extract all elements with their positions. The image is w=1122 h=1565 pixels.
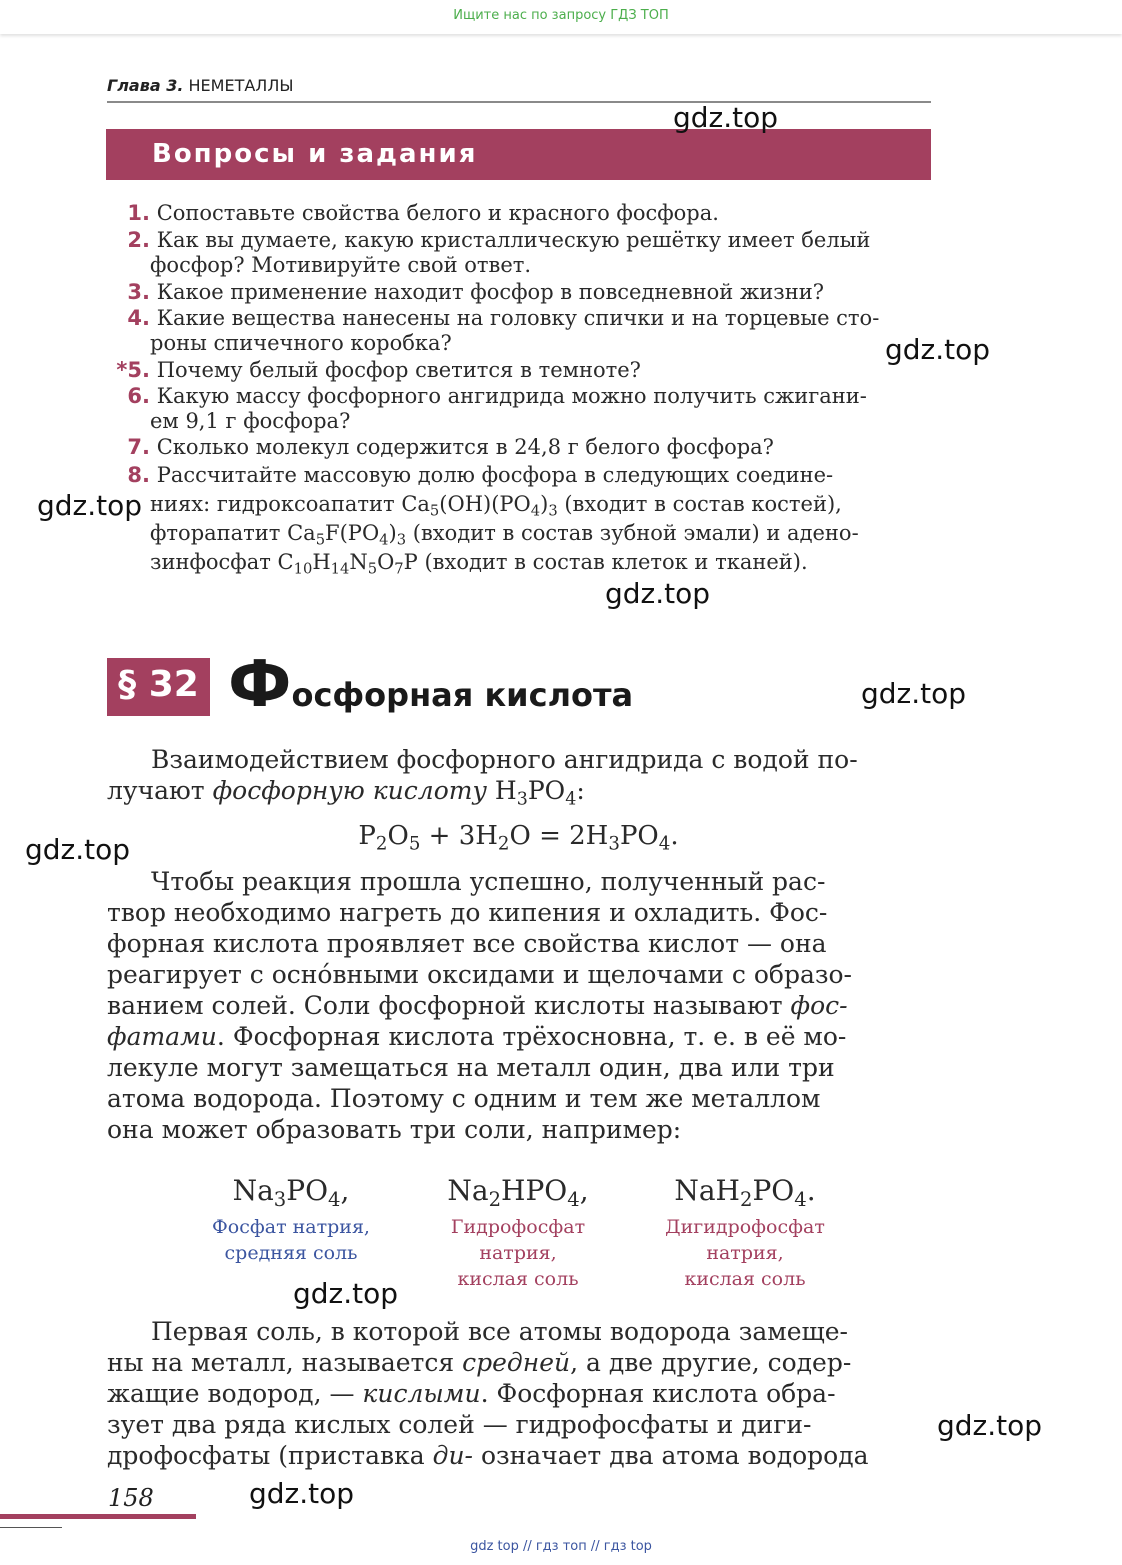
salt-formula-3: $NaH_2PO_4$.	[674, 1174, 816, 1211]
section-title-initial: Ф	[228, 648, 292, 722]
question-number: *5.	[116, 358, 150, 382]
salt-formula-1: $Na_3PO_4$,	[232, 1174, 350, 1211]
question-text: Почему белый фосфор светится в темноте?	[156, 358, 641, 382]
question-text: фосфор? Мотивируйте свой ответ.	[150, 253, 532, 277]
para2-line: форная кислота проявляет все свойства кислот — она	[107, 929, 827, 958]
question-text: Рассчитайте массовую долю фосфора в следующих соедине-	[156, 463, 834, 487]
question-6-cont	[108, 409, 931, 434]
question-number: 2.	[127, 228, 150, 252]
question-8-line2	[108, 492, 931, 520]
watermark: gdz.top	[605, 577, 711, 610]
salt-name-3: Дигидрофосфат натрия, кислая соль	[665, 1216, 825, 1290]
watermark: gdz.top	[885, 333, 991, 366]
para2-line: лекуле могут замещаться на металл один, два или три	[107, 1053, 835, 1082]
question-8-line3	[108, 521, 931, 549]
question-1	[108, 201, 931, 226]
question-text: Какие вещества нанесены на головку спички и на торцевые сто-	[156, 306, 880, 330]
footer-links: gdz top // гдз топ // гдз top	[470, 1539, 652, 1554]
page-number: 158	[108, 1484, 154, 1512]
salt-formula-2: $Na_2HPO_4$,	[447, 1174, 589, 1211]
para2-line: ванием солей. Соли фосфорной кислоты называют фос-	[107, 991, 848, 1020]
question-4-cont	[108, 331, 931, 356]
reaction-equation: $P_2O_5 + 3H_2O = 2H_3PO_4$.	[358, 821, 679, 855]
para3-line: дрофосфаты (приставка ди- означает два атома водорода	[107, 1441, 869, 1470]
question-5	[108, 358, 931, 383]
question-text: фторапатит $Ca_5F(PO_4)_3$ (входит в состав зубной эмали) и адено-	[150, 521, 859, 549]
question-text: Сопоставьте свойства белого и красного фосфора.	[156, 201, 719, 225]
section-number: § 32	[118, 664, 199, 705]
para3-line: зует два ряда кислых солей — гидрофосфаты и диги-	[107, 1410, 812, 1439]
question-8-line4	[108, 550, 931, 578]
salt-name-2: Гидрофосфат натрия, кислая соль	[450, 1216, 586, 1290]
question-text: ниях: гидроксоапатит $Ca_5(OH)(PO_4)_3$ (входит в состав костей),	[150, 492, 842, 520]
question-number: 1.	[127, 201, 150, 225]
watermark: gdz.top	[293, 1277, 399, 1310]
top-bar-text: Ищите нас по запросу ГДЗ ТОП	[453, 8, 669, 23]
watermark: gdz.top	[673, 101, 779, 134]
questions-title: Вопросы и задания	[152, 139, 478, 169]
watermark: gdz.top	[861, 677, 967, 710]
para3-line: ны на металл, называется средней, а две другие, содер-	[107, 1348, 852, 1377]
watermark: gdz.top	[37, 489, 143, 522]
salt-name-1: Фосфат натрия, средняя соль	[212, 1216, 370, 1264]
question-6	[108, 384, 931, 409]
question-number: 7.	[127, 435, 150, 459]
question-text: ем 9,1 г фосфора?	[150, 409, 351, 433]
page-bar-line	[0, 1527, 62, 1528]
para3-line: Первая соль, в которой все атомы водорода замеще-	[151, 1317, 849, 1346]
question-number: 3.	[127, 280, 150, 304]
question-number: 4.	[127, 306, 150, 330]
chapter-header	[107, 76, 293, 95]
para2-line: реагирует с осно́вными оксидами и щелочами с образо-	[107, 960, 853, 989]
para2-line: атома водорода. Поэтому с одним и тем же металлом	[107, 1084, 821, 1113]
para2-line: фатами. Фосфорная кислота трёхосновна, т. е. в её мо-	[107, 1022, 847, 1051]
question-8	[108, 463, 931, 488]
question-text: Какое применение находит фосфор в повседневной жизни?	[156, 280, 824, 304]
para3-line: жащие водород, — кислыми. Фосфорная кислота обра-	[107, 1379, 836, 1408]
watermark: gdz.top	[25, 833, 131, 866]
question-3	[108, 280, 931, 305]
question-2-cont	[108, 253, 931, 278]
question-7	[108, 435, 931, 460]
para2-line: Чтобы реакция прошла успешно, полученный рас-	[151, 867, 826, 896]
question-number: 6.	[127, 384, 150, 408]
question-4	[108, 306, 931, 331]
question-text: Сколько молекул содержится в 24,8 г белого фосфора?	[156, 435, 774, 459]
para2-line: она может образовать три соли, например:	[107, 1115, 682, 1144]
question-text: зинфосфат $C_{10}H_{14}N_5O_7P$ (входит в состав клеток и тканей).	[150, 550, 808, 578]
chapter-rule	[107, 101, 931, 103]
page-bar	[0, 1514, 196, 1519]
question-2	[108, 228, 931, 253]
question-number: 8.	[127, 463, 150, 487]
watermark: gdz.top	[937, 1409, 1043, 1442]
section-title-rest: осфорная кислота	[291, 676, 634, 714]
section-title	[228, 648, 633, 722]
question-text: Какую массу фосфорного ангидрида можно получить сжигани-	[156, 384, 867, 408]
watermark: gdz.top	[249, 1477, 355, 1510]
para1-line1: Взаимодействием фосфорного ангидрида с водой по-	[151, 745, 858, 774]
para2-line: твор необходимо нагреть до кипения и охладить. Фос-	[107, 898, 828, 927]
question-text: роны спичечного коробка?	[150, 331, 452, 355]
para1-line2: лучают фосфорную кислоту $H_3PO_4$:	[107, 776, 585, 810]
question-text: Как вы думаете, какую кристаллическую решётку имеет белый	[156, 228, 871, 252]
chapter-title: НЕМЕТАЛЛЫ	[188, 76, 294, 95]
chapter-label: Глава 3.	[107, 76, 184, 95]
